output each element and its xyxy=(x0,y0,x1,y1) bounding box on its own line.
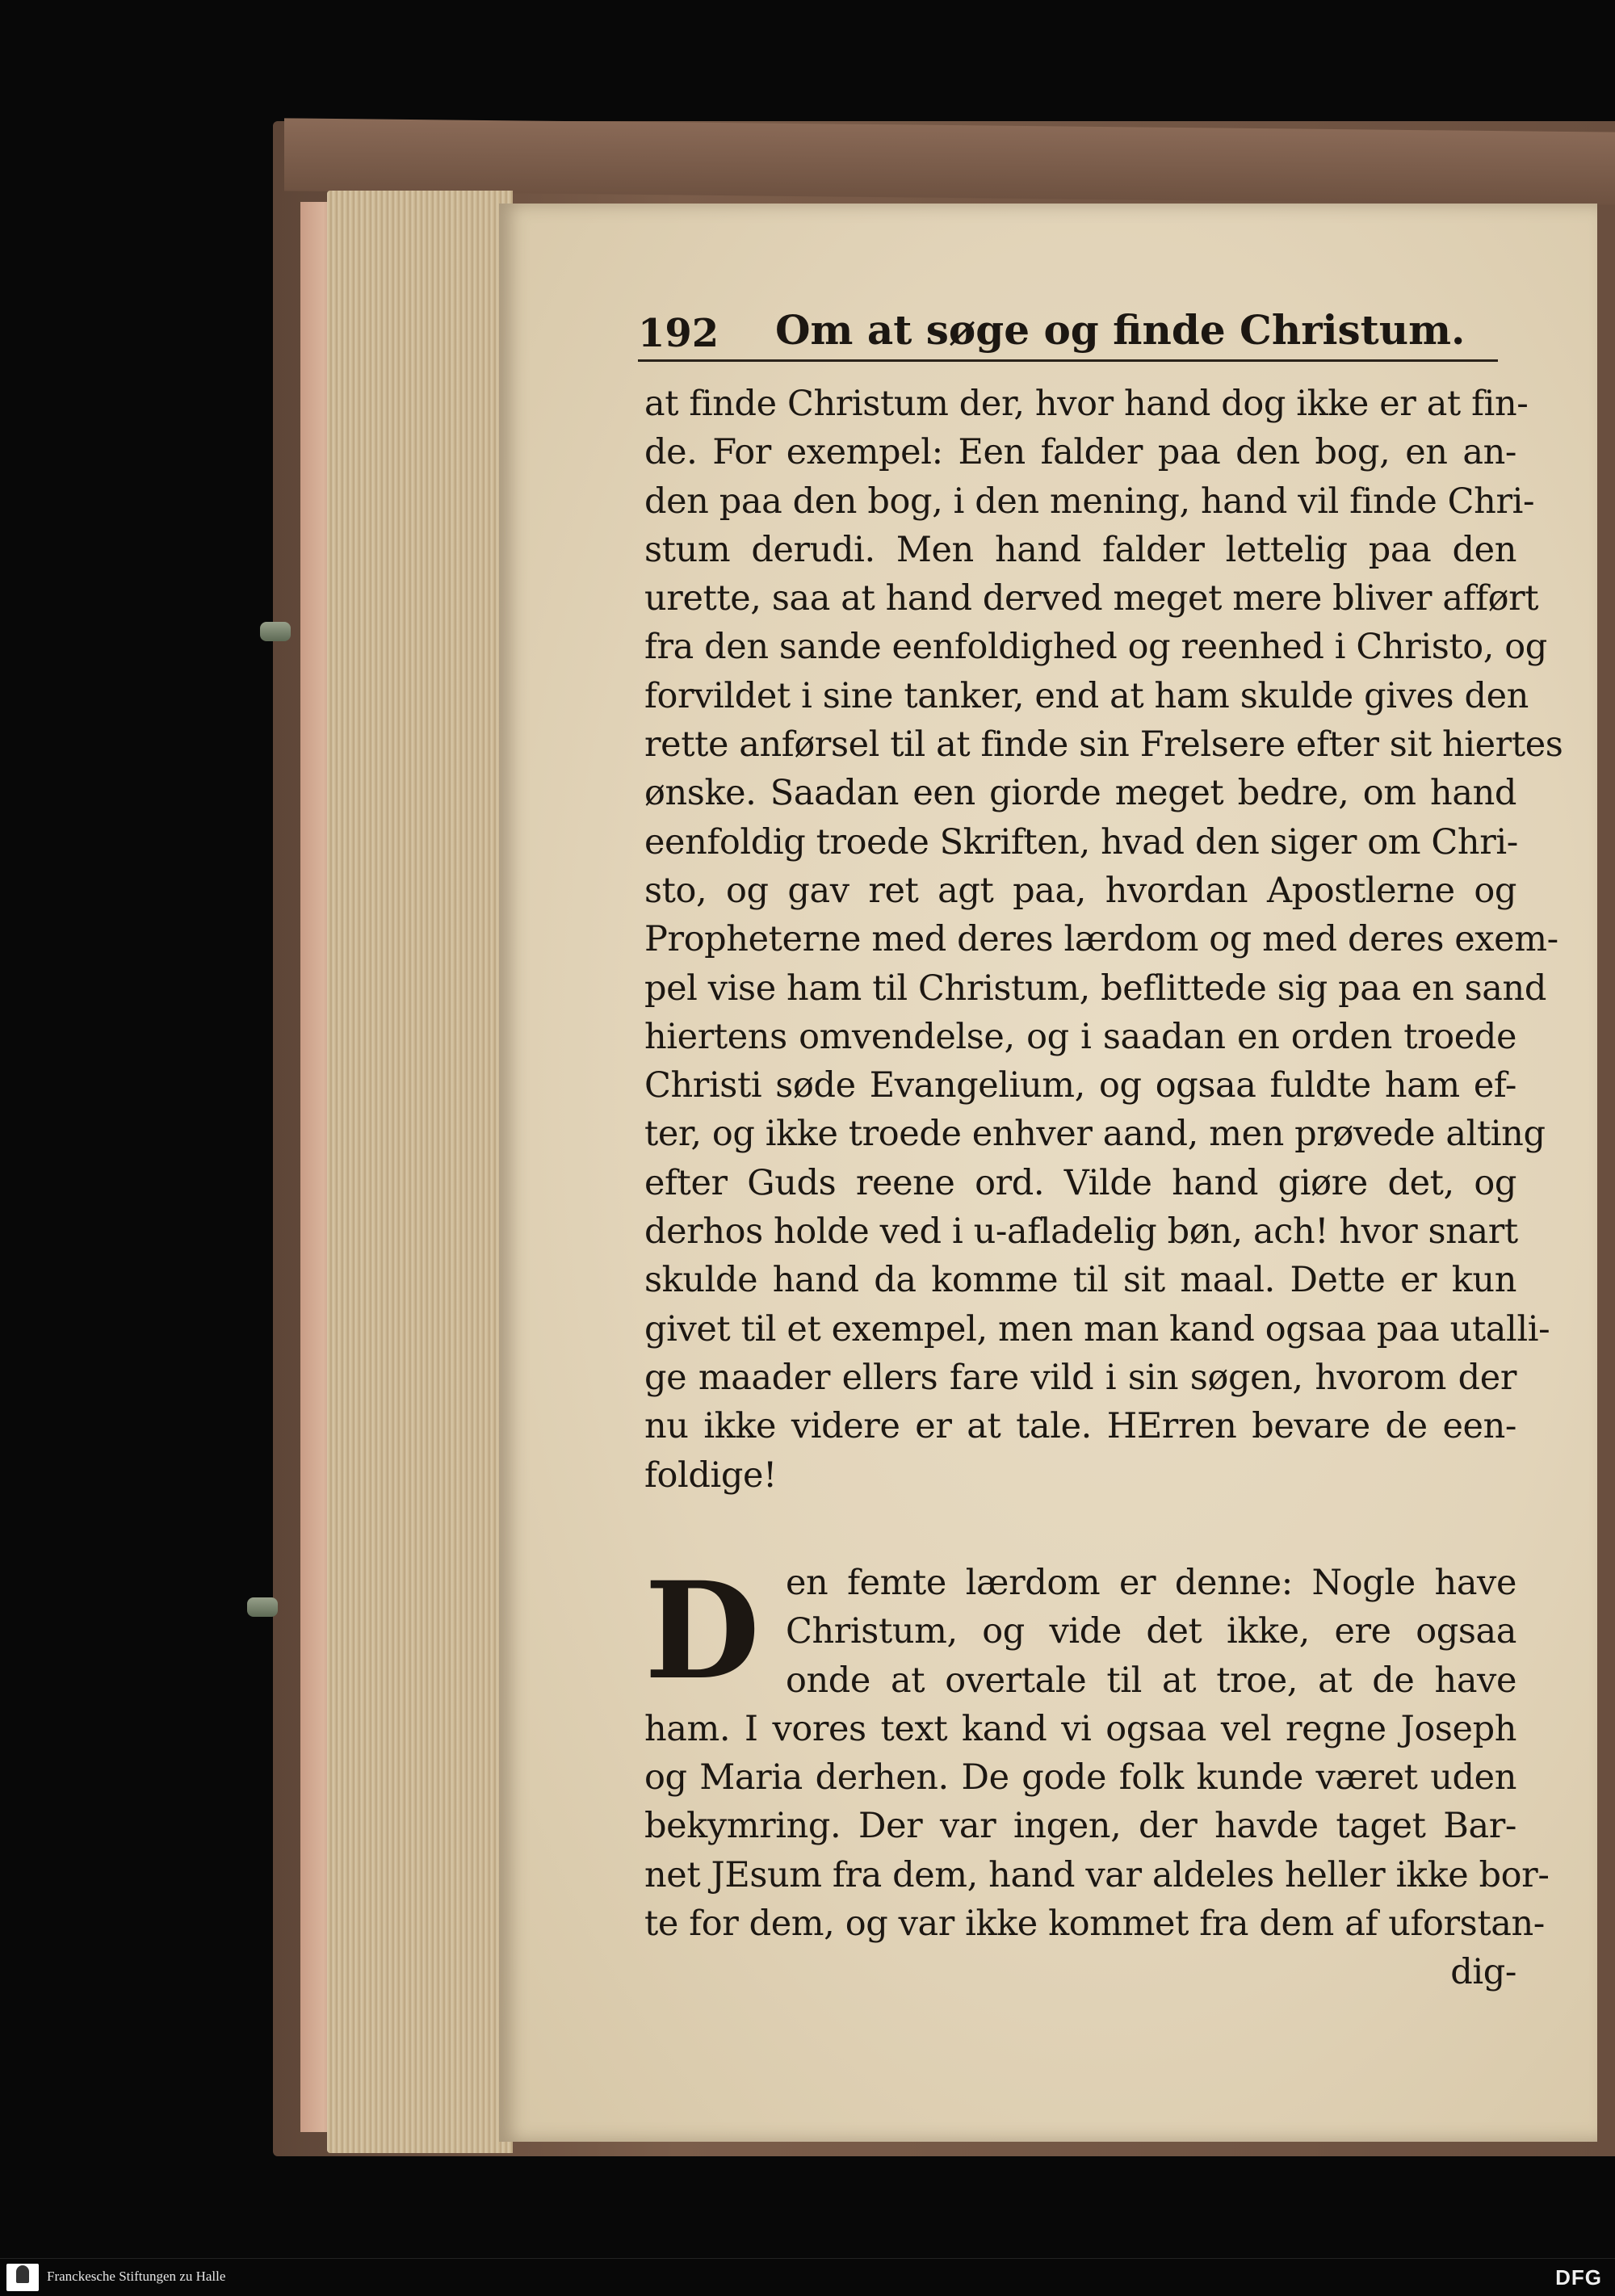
page-number: 192 xyxy=(638,311,719,356)
orphanage-emblem-icon xyxy=(16,2265,29,2283)
text-line: ge maader ellers fare vild i sin søgen, hvorom der xyxy=(644,1357,1516,1398)
text-line: og Maria derhen. De gode folk kunde været uden xyxy=(644,1757,1516,1799)
text-line: Christi søde Evangelium, og ogsaa fuldte ham ef- xyxy=(644,1065,1516,1106)
text-line: at finde Christum der, hvor hand dog ikke er at fin- xyxy=(644,384,1529,424)
paragraph-2 xyxy=(644,1552,1550,1997)
institution-logo-icon xyxy=(6,2264,39,2291)
text-line: Propheterne med deres lærdom og med deres exem- xyxy=(644,919,1558,960)
text-line: derhos holde ved i u-afladelig bøn, ach! hvor snart xyxy=(644,1211,1518,1253)
text-line: ham. I vores text kand vi ogsaa vel regne Joseph xyxy=(644,1708,1516,1749)
page-edges xyxy=(327,191,513,2153)
text-line: fra den sande eenfoldighed og reenhed i Christo, og xyxy=(644,627,1547,668)
paragraph-1 xyxy=(644,380,1563,1500)
text-line: nu ikke videre er at tale. HErren bevare de een- xyxy=(644,1406,1516,1447)
text-line: sto, og gav ret agt paa, hvordan Apostlerne og xyxy=(644,870,1516,911)
clasp-icon xyxy=(247,1597,278,1617)
text-line: urette, saa at hand derved meget mere bliver afført xyxy=(644,578,1539,619)
viewer-footer xyxy=(0,2258,1615,2296)
text-line: efter Guds reene ord. Vilde hand giøre det, og xyxy=(644,1162,1516,1203)
text-line: te for dem, og var ikke kommet fra dem af uforstan- xyxy=(644,1904,1545,1945)
text-line: stum derudi. Men hand falder lettelig paa den xyxy=(644,529,1516,570)
running-head xyxy=(638,306,1498,362)
text-line: ønske. Saadan een giorde meget bedre, om hand xyxy=(644,773,1516,814)
text-line: net JEsum fra dem, hand var aldeles heller ikke bor- xyxy=(644,1854,1550,1895)
text-line: hiertens omvendelse, og i saadan en orden troede xyxy=(644,1016,1516,1057)
text-line: pel vise ham til Christum, beflittede sig paa en sand xyxy=(644,968,1546,1009)
text-line: den paa den bog, i den mening, hand vil finde Chri- xyxy=(644,481,1535,522)
text-line: rette anførsel til at finde sin Frelsere efter sit hiertes xyxy=(644,724,1563,766)
clasp-icon xyxy=(260,622,291,641)
text-line: de. For exempel: Een falder paa den bog, en an- xyxy=(644,432,1516,473)
catchword: dig- xyxy=(1450,1952,1516,1993)
text-line: foldige! xyxy=(644,1454,777,1496)
text-line: eenfoldig troede Skriften, hvad den siger om Chri- xyxy=(644,821,1518,863)
text-line: onde at overtale til at troe, at de have xyxy=(786,1660,1516,1701)
text-line: skulde hand da komme til sit maal. Dette er kun xyxy=(644,1260,1516,1301)
text-line: Christum, og vide det ikke, ere ogsaa xyxy=(786,1611,1516,1652)
text-line: en femte lærdom er denne: Nogle have xyxy=(786,1563,1516,1603)
text-line: ter, og ikke troede enhver aand, men prøvede alting xyxy=(644,1114,1546,1155)
text-line: forvildet i sine tanker, end at ham skulde gives den xyxy=(644,675,1529,716)
running-head-title: Om at søge og finde Christum. xyxy=(775,306,1466,354)
dfg-logo: DFG xyxy=(1555,2265,1602,2290)
text-line: givet til et exempel, men man kand ogsaa paa utalli- xyxy=(644,1308,1550,1349)
institution-name: Franckesche Stiftungen zu Halle xyxy=(47,2269,226,2284)
decorated-initial: D xyxy=(644,1552,760,1709)
text-line: bekymring. Der var ingen, der havde taget Bar- xyxy=(644,1806,1516,1847)
